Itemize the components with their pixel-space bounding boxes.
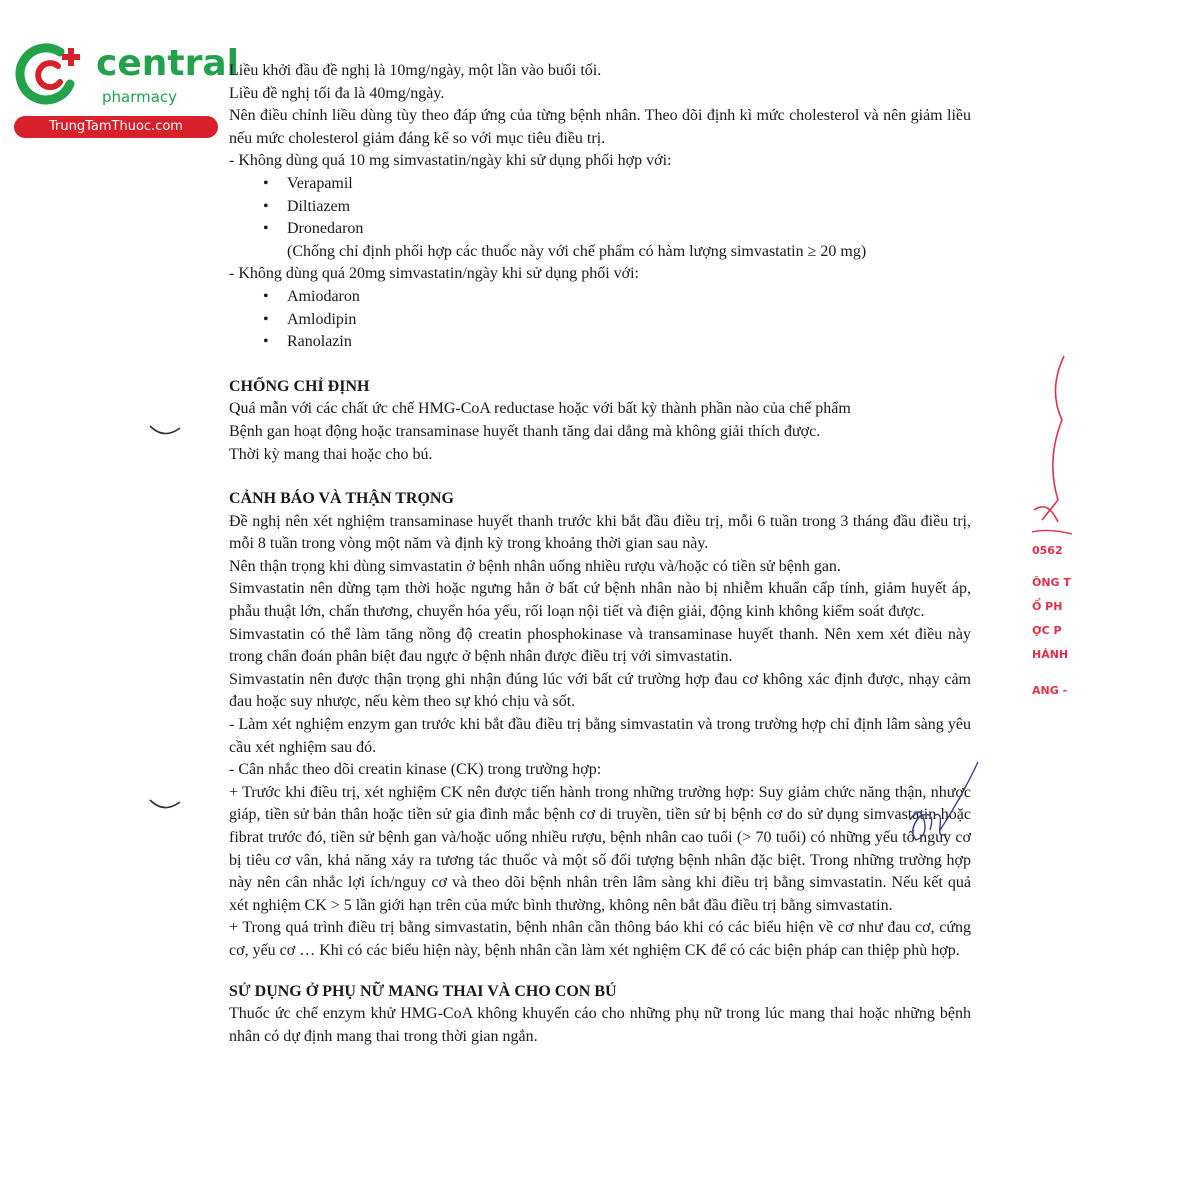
pregnancy-heading: SỬ DỤNG Ở PHỤ NỮ MANG THAI VÀ CHO CON BÚ bbox=[229, 982, 617, 1000]
limit-20mg-title: - Không dùng quá 20mg simvastatin/ngày khi sử dụng phối với: bbox=[229, 265, 639, 283]
limit-20mg-list bbox=[229, 286, 971, 354]
margin-check-mark-icon bbox=[148, 422, 182, 440]
list-item: • Dronedaron bbox=[263, 218, 971, 241]
warnings-paragraph: + Trước khi điều trị, xét nghiệm CK nên được tiến hành trong những trường hợp: Suy giảm chức năng thận, nhược giáp, tiền sử bản thân hoặc tiền sử gia đình mắc bệnh cơ di truyền, tiền sử bị bệnh cơ do sử dụng simvastatin hoặc fibrat trước đó, tiền sử bệnh gan và/hoặc uống nhiều rượu, bệnh nhân cao tuổi (> 70 tuổi) có những yếu tố nguy cơ bị tiêu cơ vân, khả năng xảy ra tương tác thuốc và một số đối tượng bệnh nhân đặc biệt. Trong những trường hợp này nên cân nhắc lợi ích/nguy cơ và theo dõi bệnh nhân trên lâm sàng khi điều trị bằng simvastatin. Nếu kết quả xét nghiệm CK > 5 lần giới hạn trên của mức bình thường, không nên bắt đầu điều trị bằng simvastatin. bbox=[229, 783, 971, 914]
list-item: • Amiodaron bbox=[263, 286, 971, 309]
stamp-line: ÔNG T bbox=[1032, 576, 1071, 589]
contraindication-line: Quá mẫn với các chất ức chế HMG-CoA reductase hoặc với bất kỳ thành phần nào của chế phẩm bbox=[229, 400, 851, 418]
warnings-paragraph: + Trong quá trình điều trị bằng simvastatin, bệnh nhân cần thông báo khi có các biểu hiện về cơ như đau cơ, cứng cơ, yếu cơ … Khi có các biểu hiện này, bệnh nhân cần làm xét nghiệm CK để có các biện pháp can thiệp phù hợp. bbox=[229, 919, 971, 959]
brand-name: central bbox=[96, 43, 239, 84]
warnings-paragraph: Nên thận trọng khi dùng simvastatin ở bệnh nhân uống nhiều rượu và/hoặc có tiền sử bệnh gan. bbox=[229, 557, 841, 575]
warnings-heading: CẢNH BÁO VÀ THẬN TRỌNG bbox=[229, 490, 454, 508]
brand-site-badge[interactable]: TrungTamThuoc.com bbox=[14, 116, 218, 138]
warnings-paragraph: Simvastatin có thể làm tăng nồng độ creatin phosphokinase và transaminase huyết thanh. Nên xem xét điều này trong chẩn đoán phân biệt đau ngực ở bệnh nhân được điều trị với simvastatin. bbox=[229, 625, 971, 666]
warnings-paragraph: Simvastatin nên được thận trọng ghi nhận đúng lúc với bất cứ trường hợp đau cơ không xác định được, nhạy cảm đau hoặc suy nhược, nếu kèm theo sự khó chịu và sốt. bbox=[229, 670, 971, 711]
intro-line-1: Liều khởi đầu đề nghị là 10mg/ngày, một lần vào buổi tối. bbox=[229, 62, 602, 79]
stamp-line: 0562 bbox=[1032, 544, 1063, 557]
stamp-line: HÁNH bbox=[1032, 648, 1069, 661]
stamp-line: ANG - bbox=[1032, 684, 1068, 697]
list-item: • Verapamil bbox=[263, 173, 971, 196]
warnings-paragraph: - Cân nhắc theo dõi creatin kinase (CK) trong trường hợp: bbox=[229, 761, 602, 779]
limit-10mg-title: - Không dùng quá 10 mg simvastatin/ngày khi sử dụng phối hợp với: bbox=[229, 152, 672, 170]
brand-subtitle: pharmacy bbox=[102, 88, 178, 106]
list-item: • Amlodipin bbox=[263, 309, 971, 332]
signature-icon bbox=[880, 760, 990, 870]
warnings-paragraph: - Làm xét nghiệm enzym gan trước khi bắt đầu điều trị bằng simvastatin và trong trường hợp chỉ định lâm sàng yêu cầu xét nghiệm sau đó. bbox=[229, 716, 971, 756]
list-item: • Ranolazin bbox=[263, 331, 971, 354]
contraindication-heading: CHỐNG CHỈ ĐỊNH bbox=[229, 377, 370, 395]
contraindication-line: Thời kỳ mang thai hoặc cho bú. bbox=[229, 445, 433, 463]
pregnancy-text: Thuốc ức chế enzym khử HMG-CoA không khuyến cáo cho những phụ nữ trong lúc mang thai hoặc những bệnh nhân có dự định mang thai trong thời gian ngắn. bbox=[229, 1005, 971, 1045]
warnings-paragraph: Simvastatin nên dừng tạm thời hoặc ngưng hẳn ở bất cứ bệnh nhân nào bị nhiễm khuẩn cấp tính, giảm huyết áp, phẫu thuật lớn, chấn thương, chuyển hóa yếu, rối loạn nội tiết và điện giải, động kinh không kiểm soát được. bbox=[229, 580, 971, 621]
intro-line-2: Liều đề nghị tối đa là 40mg/ngày. bbox=[229, 84, 445, 102]
stamp-line: Ổ PH bbox=[1032, 600, 1063, 613]
document-body bbox=[229, 60, 971, 1048]
warnings-paragraph: Đề nghị nên xét nghiệm transaminase huyết thanh trước khi bắt đầu điều trị, mỗi 6 tuần trong 3 tháng đầu điều trị, mỗi 8 tuần trong vòng một năm và định kỳ trong khoảng thời gian sau này. bbox=[229, 512, 971, 553]
margin-check-mark-icon bbox=[148, 796, 182, 814]
brand-logo-block bbox=[10, 36, 239, 140]
list-item: • Diltiazem bbox=[263, 196, 971, 219]
limit-10mg-note: (Chống chỉ định phối hợp các thuốc này với chế phẩm có hàm lượng simvastatin ≥ 20 mg) bbox=[287, 242, 867, 260]
pharmacy-logo-icon bbox=[14, 40, 86, 110]
limit-10mg-list bbox=[229, 173, 971, 241]
contraindication-line: Bệnh gan hoạt động hoặc transaminase huyết thanh tăng dai dẳng mà không giải thích được. bbox=[229, 422, 821, 440]
intro-line-3: Nên điều chỉnh liều dùng tùy theo đáp ứng của từng bệnh nhân. Theo dõi định kì mức cholesterol và nên giảm liều nếu mức cholesterol giảm đáng kể so với mục tiêu điều trị. bbox=[229, 107, 971, 147]
red-stamp bbox=[1028, 350, 1072, 710]
stamp-line: ỢC P bbox=[1032, 624, 1062, 637]
